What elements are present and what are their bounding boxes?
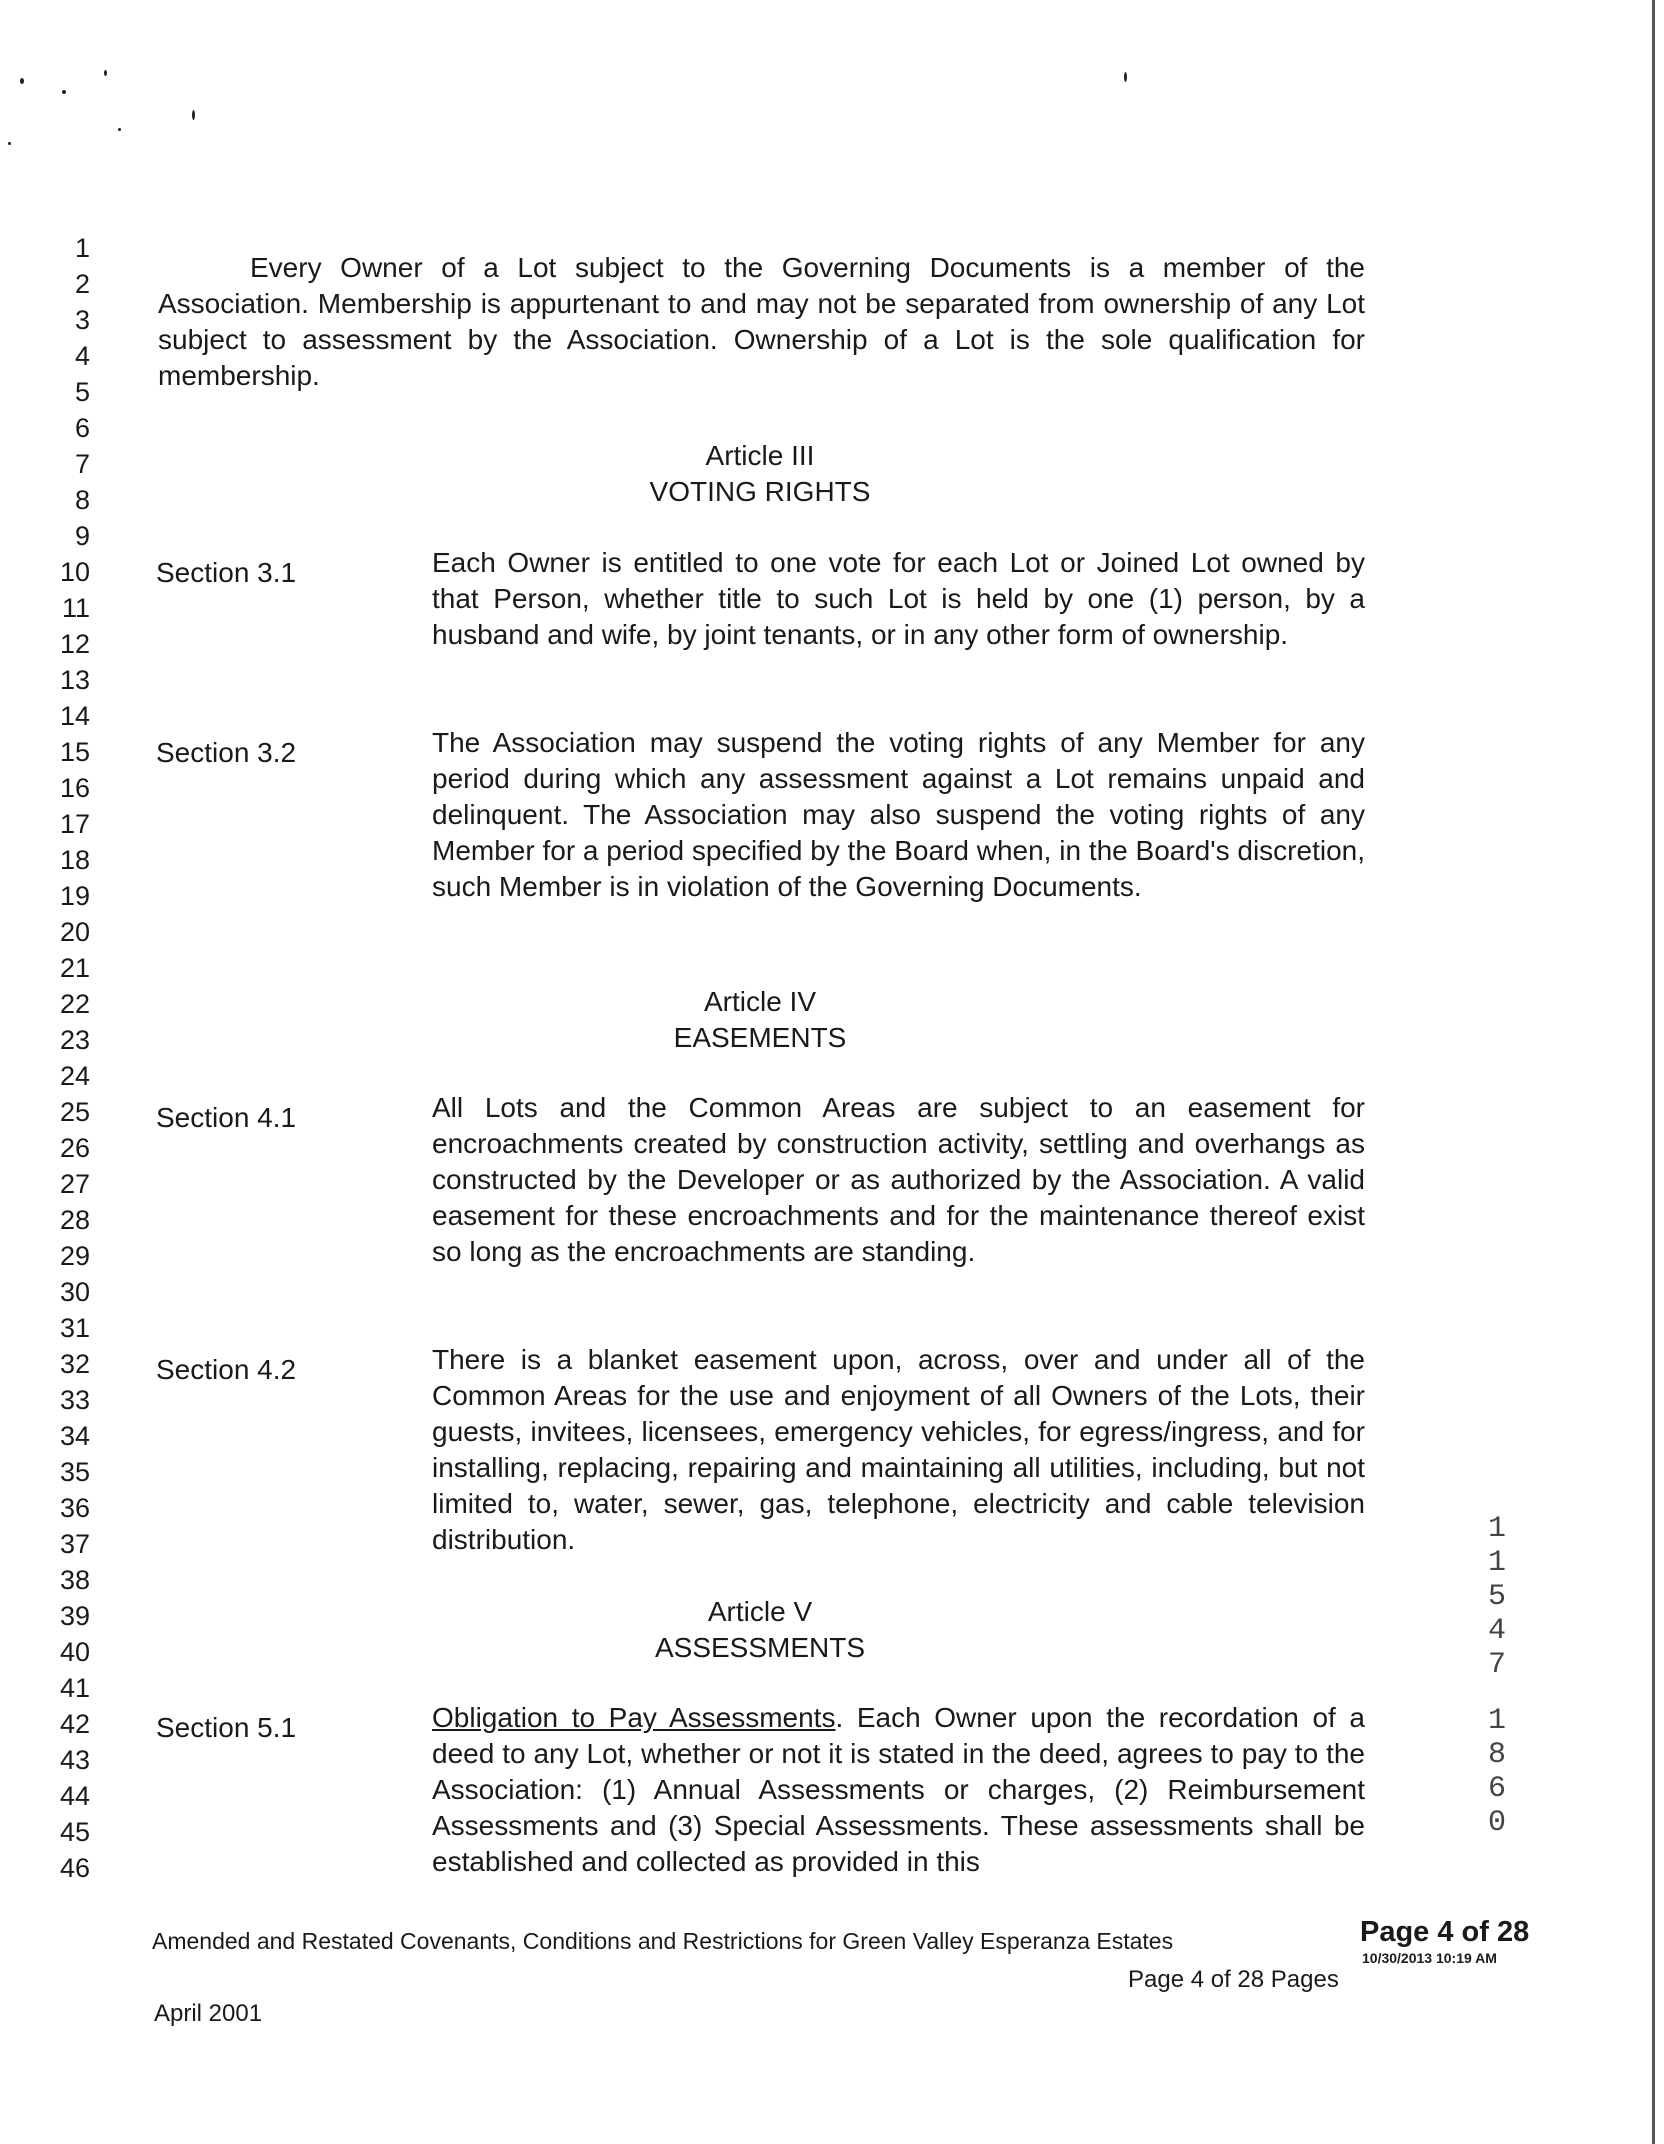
line-number: 18 bbox=[59, 845, 90, 875]
line-number: 20 bbox=[59, 917, 90, 947]
page-edge-line bbox=[1652, 0, 1655, 2144]
stamp-digit: 7 bbox=[1487, 1648, 1506, 1682]
footer-document-title: Amended and Restated Covenants, Conditions and Restrictions for Green Valley Esperanza Estates bbox=[152, 1928, 1174, 1954]
scan-speck bbox=[62, 90, 66, 94]
section-4-2-text: There is a blanket easement upon, across, over and under all of the Common Areas for the use and enjoyment of all Owners of the Lots, their guests, invitees, licensees, emergency vehicles, for egress/ingress, and for installing, replacing, repairing and maintaining all utilities, including, but not limited to, water, sewer, gas, telephone, electricity and cable television distribution. bbox=[432, 1344, 1365, 1555]
section-4-1-text: All Lots and the Common Areas are subject to an easement for encroachments created by construction activity, settling and overhangs as constructed by the Developer or as authorized by the Association. A valid easement for these encroachments and for the maintenance thereof exist so long as the encroachments are standing. bbox=[432, 1092, 1365, 1267]
line-number: 45 bbox=[59, 1817, 90, 1847]
line-number: 43 bbox=[59, 1745, 90, 1775]
scan-speck bbox=[1124, 72, 1127, 82]
line-number: 14 bbox=[59, 701, 90, 731]
section-5-1-body: . Each Owner upon the recordation of a deed to any Lot, whether or not it is stated in the deed, agrees to pay to the Association: (1) Annual Assessments or charges, (2) Reimbursement Assessments and (3) Special Assessments. These assessments shall be established and collected as provided in this bbox=[432, 1702, 1365, 1877]
section-5-1-label: Section 5.1 bbox=[156, 1712, 297, 1743]
line-number: 34 bbox=[59, 1421, 90, 1451]
stamp-digit: 1 bbox=[1487, 1704, 1506, 1738]
line-number: 31 bbox=[59, 1313, 90, 1343]
line-number: 40 bbox=[59, 1637, 90, 1667]
line-number: 13 bbox=[59, 665, 90, 695]
recording-number-stamp-1 bbox=[1482, 1512, 1512, 1682]
line-number: 5 bbox=[74, 377, 90, 407]
line-number: 46 bbox=[59, 1853, 90, 1883]
article-4-title: EASEMENTS bbox=[673, 1022, 847, 1053]
section-5-1-heading: Obligation to Pay Assessments bbox=[432, 1702, 836, 1733]
line-number: 3 bbox=[74, 305, 90, 335]
line-number: 19 bbox=[59, 881, 90, 911]
line-number: 24 bbox=[59, 1061, 90, 1091]
footer-page-label: Page 4 of 28 bbox=[1360, 1916, 1530, 1948]
article-3-number: Article III bbox=[705, 440, 815, 471]
line-number: 22 bbox=[59, 989, 90, 1019]
article-4-number: Article IV bbox=[703, 986, 817, 1017]
line-number: 8 bbox=[74, 485, 90, 515]
stamp-digit: 1 bbox=[1487, 1546, 1506, 1580]
scan-speck bbox=[192, 110, 195, 120]
section-5-1-text bbox=[432, 1700, 1365, 1880]
stamp-digit: 0 bbox=[1487, 1806, 1506, 1840]
line-number: 41 bbox=[59, 1673, 90, 1703]
recording-number-stamp-2 bbox=[1482, 1704, 1512, 1840]
line-number: 4 bbox=[74, 341, 90, 371]
line-number: 30 bbox=[59, 1277, 90, 1307]
line-number: 2 bbox=[74, 269, 90, 299]
line-number: 17 bbox=[59, 809, 90, 839]
section-4-2-label: Section 4.2 bbox=[156, 1354, 297, 1385]
line-number: 37 bbox=[59, 1529, 90, 1559]
section-3-2-label: Section 3.2 bbox=[156, 737, 297, 768]
article-5-number: Article V bbox=[707, 1596, 813, 1627]
line-number: 9 bbox=[74, 521, 90, 551]
stamp-digit: 5 bbox=[1487, 1580, 1506, 1614]
line-number: 32 bbox=[59, 1349, 90, 1379]
line-number-column bbox=[30, 230, 90, 1886]
line-number: 25 bbox=[59, 1097, 90, 1127]
footer-pages-label: Page 4 of 28 Pages bbox=[1128, 1966, 1339, 1993]
line-number: 12 bbox=[59, 629, 90, 659]
line-number: 33 bbox=[59, 1385, 90, 1415]
line-number: 39 bbox=[59, 1601, 90, 1631]
line-number: 1 bbox=[74, 233, 90, 263]
footer-date: April 2001 bbox=[154, 2000, 263, 2027]
line-number: 11 bbox=[61, 593, 90, 623]
line-number: 26 bbox=[59, 1133, 90, 1163]
stamp-digit: 1 bbox=[1487, 1512, 1506, 1546]
stamp-digit: 6 bbox=[1487, 1772, 1506, 1806]
line-number: 28 bbox=[59, 1205, 90, 1235]
section-3-2-text: The Association may suspend the voting rights of any Member for any period during which any assessment against a Lot remains unpaid and delinquent. The Association may also suspend the voting rights of any Member for a period specified by the Board when, in the Board's discretion, such Member is in violation of the Governing Documents. bbox=[432, 727, 1365, 902]
stamp-digit: 4 bbox=[1487, 1614, 1506, 1648]
line-number: 16 bbox=[59, 773, 90, 803]
article-5-title: ASSESSMENTS bbox=[654, 1632, 866, 1663]
footer-recording-stamp: 10/30/2013 10:19 AM bbox=[1362, 1950, 1497, 1966]
line-number: 35 bbox=[59, 1457, 90, 1487]
line-number: 21 bbox=[59, 953, 90, 983]
section-3-1-label: Section 3.1 bbox=[156, 557, 297, 588]
article-3-title: VOTING RIGHTS bbox=[649, 476, 871, 507]
line-number: 27 bbox=[59, 1169, 90, 1199]
line-number: 36 bbox=[59, 1493, 90, 1523]
scan-speck bbox=[20, 78, 24, 84]
line-number: 15 bbox=[59, 737, 90, 767]
line-number: 6 bbox=[74, 413, 90, 443]
line-number: 10 bbox=[59, 557, 90, 587]
section-4-1-label: Section 4.1 bbox=[156, 1102, 297, 1133]
line-number: 42 bbox=[59, 1709, 90, 1739]
stamp-digit: 8 bbox=[1487, 1738, 1506, 1772]
line-number: 44 bbox=[59, 1781, 90, 1811]
line-number: 23 bbox=[59, 1025, 90, 1055]
section-3-1-text: Each Owner is entitled to one vote for each Lot or Joined Lot owned by that Person, whether title to such Lot is held by one (1) person, by a husband and wife, by joint tenants, or in any other form of ownership. bbox=[432, 547, 1365, 650]
line-number: 38 bbox=[59, 1565, 90, 1595]
scan-speck bbox=[8, 142, 11, 145]
line-number: 29 bbox=[59, 1241, 90, 1271]
scan-speck bbox=[104, 70, 107, 76]
line-number: 7 bbox=[74, 449, 90, 479]
scan-speck bbox=[118, 128, 121, 131]
membership-paragraph: Every Owner of a Lot subject to the Governing Documents is a member of the Association. Membership is appurtenant to and may not be separated from ownership of any Lot subject to assessment by the Association. Ownership of a Lot is the sole qualification for membership. bbox=[158, 252, 1365, 391]
